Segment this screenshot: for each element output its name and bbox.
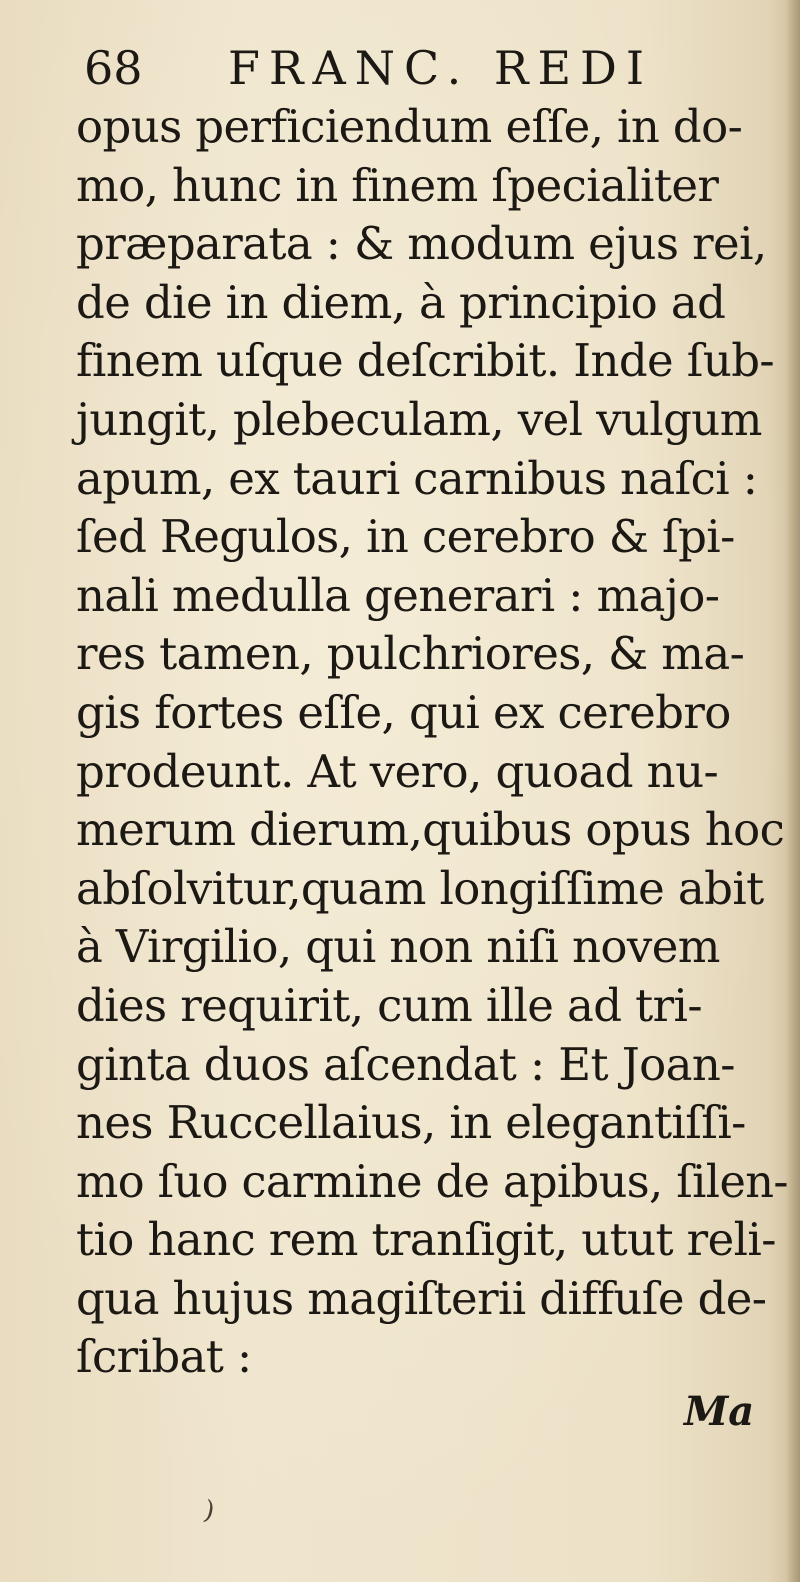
text-line: à Virgilio, qui non niſi novem — [76, 920, 720, 974]
text-line: finem uſque deſcribit. Inde ſub- — [76, 334, 775, 388]
text-line: apum, ex tauri carnibus naſci : — [76, 451, 758, 505]
text-line: jungit, plebeculam, vel vulgum — [76, 392, 762, 446]
text-line: mo, hunc in finem ſpecialiter — [76, 158, 719, 212]
text-line: ſcribat : — [76, 1330, 252, 1384]
running-title: FRANC. REDI — [228, 41, 654, 95]
running-head — [84, 38, 724, 98]
text-line: mo ſuo carmine de apibus, ſilen- — [76, 1154, 788, 1208]
text-line: abſolvitur,quam longiſſime abit — [76, 861, 764, 915]
text-line: merum dierum,quibus opus hoc — [76, 803, 785, 857]
body-text — [76, 98, 788, 1387]
text-line: qua hujus magiſterii diffuſe de- — [76, 1271, 767, 1325]
text-line: nali medulla generari : majo- — [76, 568, 720, 622]
text-line: prodeunt. At vero, quoad nu- — [76, 744, 719, 798]
text-line: opus perficiendum eſſe, in do- — [76, 100, 743, 153]
text-line: ſed Regulos, in cerebro & ſpi- — [76, 510, 735, 564]
catchword: Ma — [684, 1388, 755, 1435]
page-number: 68 — [84, 41, 143, 95]
page-edge — [786, 0, 800, 1582]
text-line: de die in diem, à principio ad — [76, 275, 726, 329]
text-line: ginta duos aſcendat : Et Joan- — [76, 1037, 735, 1091]
text-line: nes Ruccellaius, in elegantiſſi- — [76, 1096, 746, 1150]
text-line: res tamen, pulchriores, & ma- — [76, 627, 745, 681]
stray-ink-mark: ) — [200, 1495, 218, 1527]
text-line: dies requirit, cum ille ad tri- — [76, 978, 702, 1032]
text-line: gis fortes eſſe, qui ex cerebro — [76, 685, 731, 739]
text-line: præparata : & modum ejus rei, — [76, 217, 767, 271]
text-line: tio hanc rem tranſigit, utut reli- — [76, 1213, 776, 1267]
